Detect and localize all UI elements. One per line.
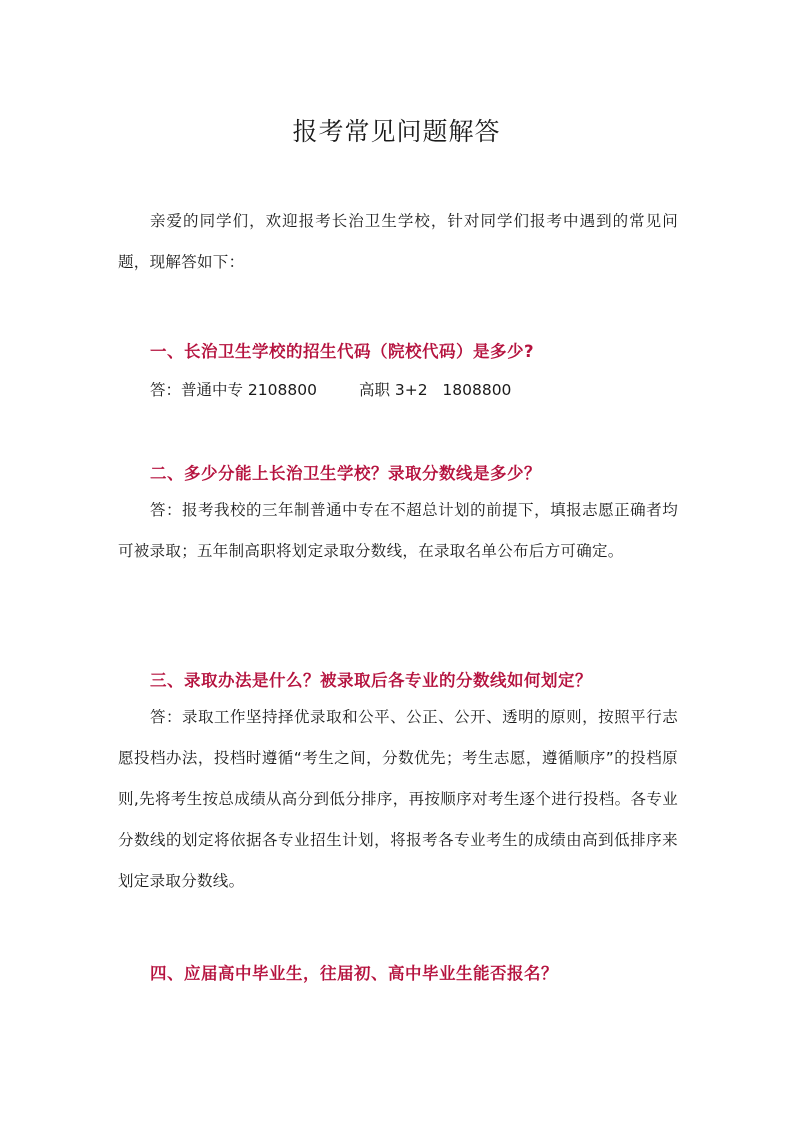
question-2-heading: 二、多少分能上长治卫生学校？录取分数线是多少？	[150, 464, 541, 483]
page-title: 报考常见问题解答	[292, 117, 501, 146]
answer-1-part-b: 高职 3+2 1808800	[358, 381, 512, 399]
answer-1-part-a: 答：普通中专 2108800	[150, 381, 317, 399]
question-4-heading: 四、应届高中毕业生，往届初、高中毕业生能否报名？	[150, 964, 558, 983]
question-3-heading: 三、录取办法是什么？被录取后各专业的分数线如何划定？	[150, 671, 592, 690]
answer-1	[150, 378, 511, 400]
question-1-heading: 一、长治卫生学校的招生代码（院校代码）是多少?	[150, 342, 535, 361]
answer-3: 答：录取工作坚持择优录取和公平、公正、公开、透明的原则，按照平行志愿投档办法，投档时遵循“考生之间，分数优先；考生志愿，遵循顺序”的投档原则,先将考生按总成绩从高分到低分排序，再按顺序对考生逐个进行投档。各专业分数线的划定将依据各专业招生计划，将报考各专业考生的成绩由高到低排序来划定录取分数线。	[118, 708, 678, 890]
intro-paragraph: 亲爱的同学们，欢迎报考长治卫生学校，针对同学们报考中遇到的常见问题，现解答如下：	[118, 212, 678, 271]
answer-2: 答：报考我校的三年制普通中专在不超总计划的前提下，填报志愿正确者均可被录取；五年制高职将划定录取分数线，在录取名单公布后方可确定。	[118, 501, 678, 560]
